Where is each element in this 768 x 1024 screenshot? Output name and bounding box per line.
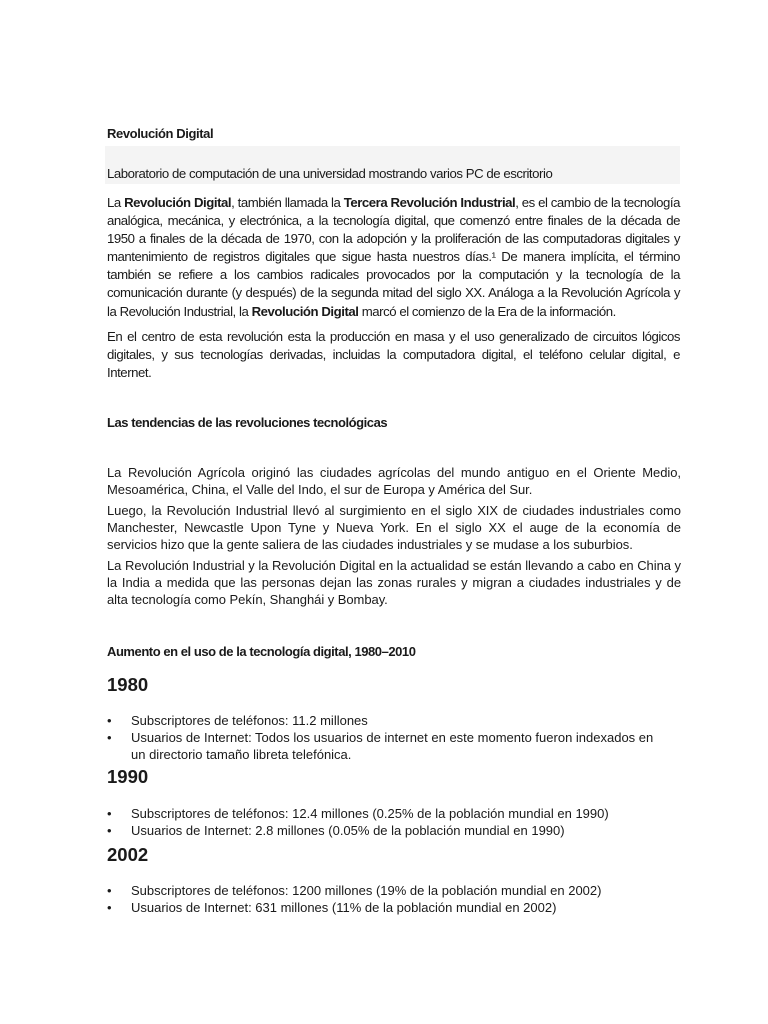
text-run: , también llamada la: [231, 195, 344, 210]
text-run: La: [107, 195, 125, 210]
year-heading: 1990: [107, 766, 149, 787]
bold-term: Revolución Digital: [124, 195, 232, 210]
section1-paragraph-1: La Revolución Agrícola originó las ciudades agrícolas del mundo antiguo en el Oriente Medio, Mesoamérica, China, el Valle del Indo, el sur de Europa y América del Sur.: [107, 465, 681, 498]
bullet-list: [107, 805, 667, 839]
section1-paragraph-2: Luego, la Revolución Industrial llevó al surgimiento en el siglo XIX de ciudades industriales como Manchester, Newcastle Upon Tyne y Nueva York. En el siglo XX el auge de la economía de servicios hizo que la gente saliera de las ciudades industriales y se mudase a los suburbios.: [107, 503, 681, 553]
intro-paragraph-2: En el centro de esta revolución esta la producción en masa y el uso generalizado de circuitos lógicos digitales, y sus tecnologías derivadas, incluidas la computadora digital, el teléfono celular digital, e Internet.: [107, 329, 680, 381]
bullet-icon: •: [107, 730, 112, 746]
bullet-list: [107, 882, 667, 916]
list-item-text: Subscriptores de teléfonos: 12.4 millones (0.25% de la población mundial en 1990): [131, 806, 609, 821]
list-item-text: Usuarios de Internet: 2.8 millones (0.05% de la población mundial en 1990): [131, 823, 565, 839]
year-heading: 2002: [107, 844, 149, 865]
year-heading: 1980: [107, 674, 149, 695]
bold-term: Revolución Digital: [251, 303, 359, 319]
bold-term: Tercera Revolución Industrial: [343, 195, 516, 210]
bullet-list: [107, 712, 667, 763]
image-caption: Laboratorio de computación de una universidad mostrando varios PC de escritorio: [107, 166, 553, 181]
bullet-icon: •: [107, 883, 112, 898]
document-title: Revolución Digital: [107, 126, 214, 141]
bullet-icon: •: [107, 823, 112, 839]
bullet-icon: •: [107, 900, 112, 916]
list-item: [107, 882, 667, 899]
section-heading-tendencias: Las tendencias de las revoluciones tecnológicas: [107, 415, 388, 430]
list-item: [107, 822, 667, 839]
list-item: [107, 712, 667, 729]
section-heading-aumento: Aumento en el uso de la tecnología digital, 1980–2010: [107, 644, 416, 659]
list-item: [107, 729, 667, 763]
intro-paragraph-1: [107, 194, 680, 321]
section1-paragraph-3: La Revolución Industrial y la Revolución Digital en la actualidad se están llevando a cabo en China y la India a medida que las personas dejan las zonas rurales y migran a ciudades industriales y de alta tecnología como Pekín, Shanghái y Bombay.: [107, 558, 681, 608]
list-item-text: Subscriptores de teléfonos: 11.2 millones: [131, 713, 368, 728]
list-item-text: Usuarios de Internet: Todos los usuarios de internet en este momento fueron indexados en un directorio tamaño libreta telefónica.: [131, 730, 654, 763]
list-item-text: Usuarios de Internet: 631 millones (11% de la población mundial en 2002): [131, 900, 557, 916]
list-item: [107, 805, 667, 822]
bullet-icon: •: [107, 806, 112, 821]
text-run: marcó el comienzo de la Era de la información.: [358, 303, 616, 319]
text-run: , es el cambio de la tecnología analógica, mecánica, y electrónica, a la tecnología digital, que comenzó entre finales de la década de 1950 a finales de la década de 1970, con la adopción y la proliferación de las computadoras digitales y mantenimiento de registros digitales que sigue hasta nuestros días.¹ De manera implícita, el término también se refiere a los cambios radicales provocados por la computación y la tecnología de la comunicación durante (y después) de la segunda mitad del siglo XX. Análoga a la Revolución Agrícola y la Revolución Industrial, la: [107, 195, 680, 319]
list-item: [107, 899, 667, 916]
list-item-text: Subscriptores de teléfonos: 1200 millones (19% de la población mundial en 2002): [131, 883, 602, 898]
bullet-icon: •: [107, 713, 112, 728]
